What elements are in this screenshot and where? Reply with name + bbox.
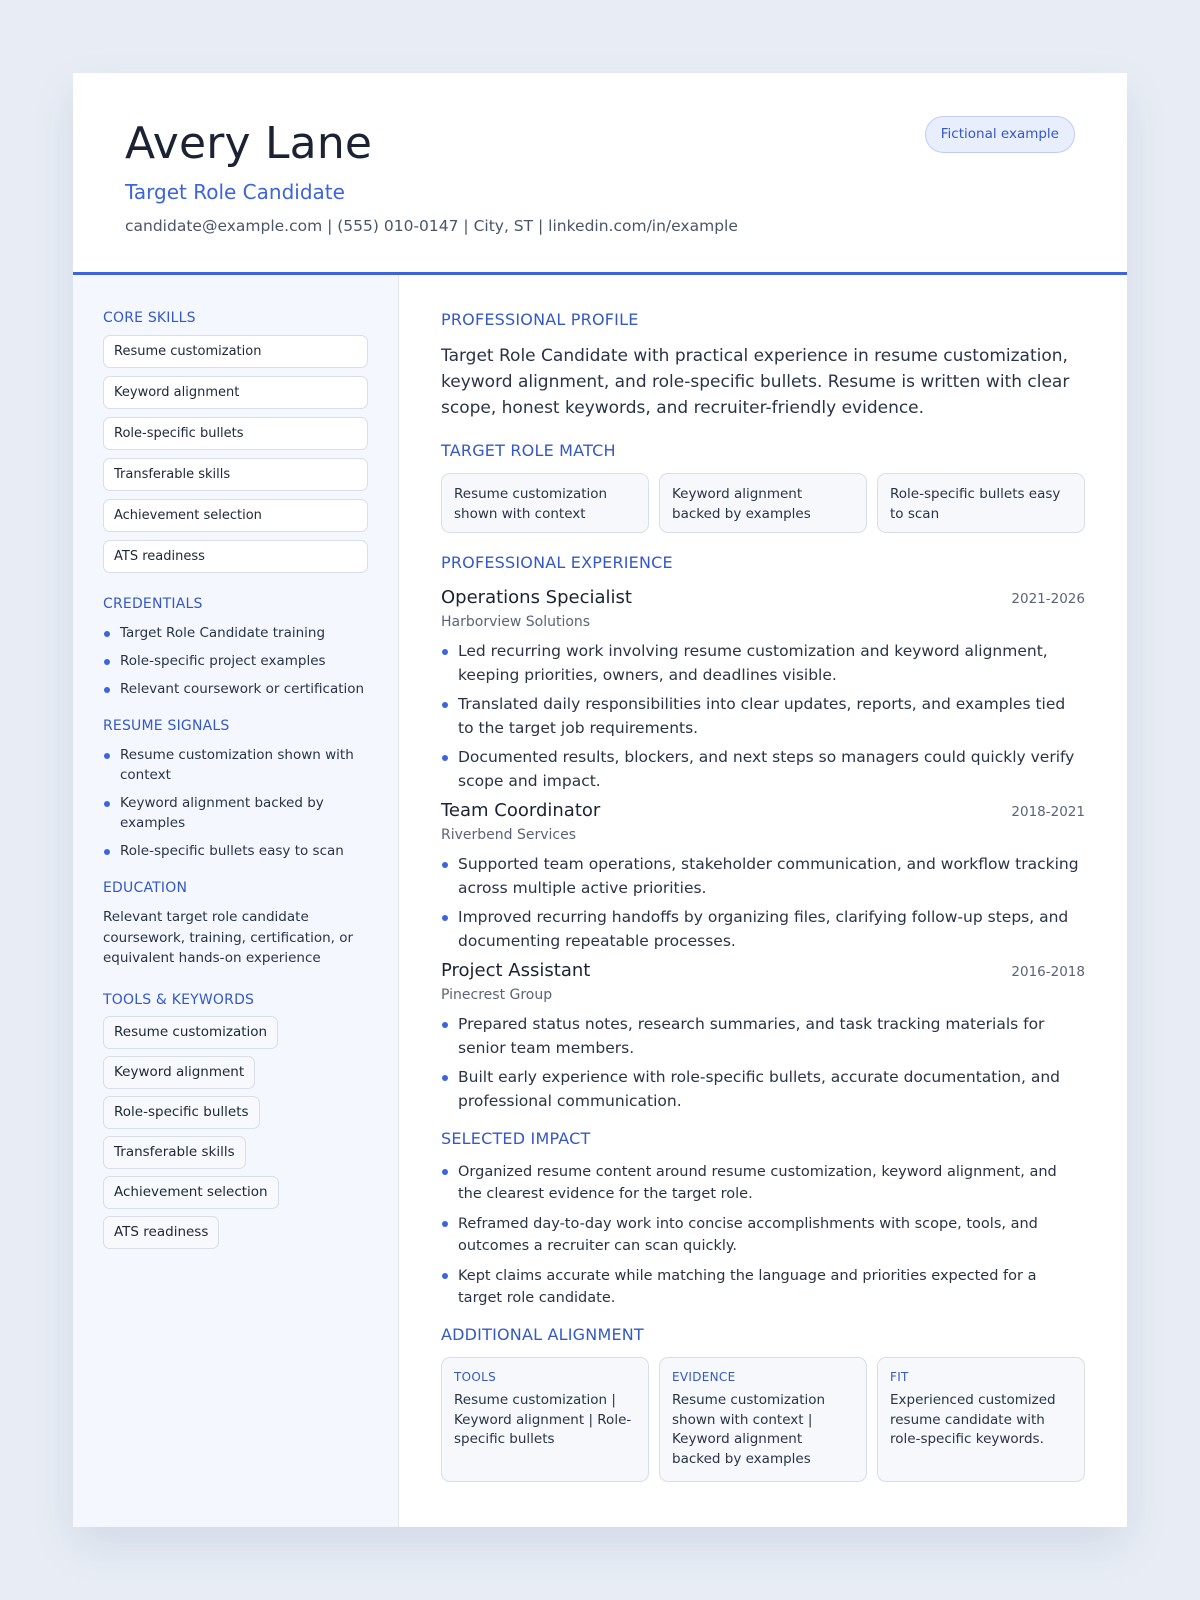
core-skill-item: ATS readiness <box>103 540 368 573</box>
keyword-tag: Keyword alignment <box>103 1056 255 1089</box>
job-bullets <box>441 1013 1085 1113</box>
job-bullet: Improved recurring handoffs by organizing files, clarifying follow-up steps, and documenting repeatable processes. <box>441 906 1085 953</box>
impact-item: Kept claims accurate while matching the language and priorities expected for a target role candidate. <box>441 1265 1085 1309</box>
job-company: Riverbend Services <box>441 827 577 843</box>
job-title: Team Coordinator <box>441 800 601 821</box>
impact-item: Reframed day-to-day work into concise accomplishments with scope, tools, and outcomes a recruiter can scan quickly. <box>441 1213 1085 1257</box>
core-skill-item: Transferable skills <box>103 458 368 491</box>
sidebar <box>73 275 399 1527</box>
job-bullet: Led recurring work involving resume customization and keyword alignment, keeping priorities, owners, and deadlines visible. <box>441 640 1085 687</box>
credentials-heading: CREDENTIALS <box>103 596 203 612</box>
match-card: Resume customization shown with context <box>441 473 649 533</box>
core-skill-item: Role-specific bullets <box>103 417 368 450</box>
contact-line: candidate@example.com | (555) 010-0147 | City, ST | linkedin.com/in/example <box>125 217 738 235</box>
job-bullet: Prepared status notes, research summaries, and task tracking materials for senior team members. <box>441 1013 1085 1060</box>
job-dates: 2018-2021 <box>1011 804 1085 820</box>
job-bullets <box>441 853 1085 953</box>
match-card: Role-specific bullets easy to scan <box>877 473 1085 533</box>
tools-keywords-list <box>103 1016 368 1249</box>
tools-keywords-heading: TOOLS & KEYWORDS <box>103 991 255 1008</box>
match-card: Keyword alignment backed by examples <box>659 473 867 533</box>
alignment-label: FIT <box>890 1370 909 1384</box>
resume-page <box>73 73 1127 1527</box>
job-bullets <box>441 640 1085 793</box>
job-entry <box>441 799 1085 953</box>
job-entry <box>441 959 1085 1113</box>
resume-header <box>73 73 1127 275</box>
job-entry <box>441 586 1085 793</box>
alignment-card-evidence <box>659 1357 867 1482</box>
job-company: Harborview Solutions <box>441 614 591 630</box>
alignment-cards <box>441 1357 1085 1482</box>
job-bullet: Built early experience with role-specific bullets, accurate documentation, and professional communication. <box>441 1066 1085 1113</box>
alignment-text: Resume customization shown with context | Keyword alignment backed by examples <box>672 1392 826 1467</box>
keyword-tag: Role-specific bullets <box>103 1096 260 1129</box>
experience-heading: PROFESSIONAL EXPERIENCE <box>441 553 673 572</box>
signal-item: Resume customization shown with context <box>103 745 368 785</box>
alignment-label: TOOLS <box>454 1370 497 1384</box>
core-skill-item: Resume customization <box>103 335 368 368</box>
alignment-text: Resume customization | Keyword alignment | Role-specific bullets <box>454 1392 632 1447</box>
resume-body <box>73 275 1127 1527</box>
core-skills-heading: CORE SKILLS <box>103 310 196 326</box>
job-bullet: Translated daily responsibilities into clear updates, reports, and examples tied to the target job requirements. <box>441 693 1085 740</box>
alignment-text: Experienced customized resume candidate with role-specific keywords. <box>890 1392 1056 1447</box>
candidate-name: Avery Lane <box>125 118 373 169</box>
main-column <box>399 275 1127 1527</box>
keyword-tag: Achievement selection <box>103 1176 279 1209</box>
job-title: Project Assistant <box>441 960 591 981</box>
credential-item: Target Role Candidate training <box>103 623 368 643</box>
job-bullet: Supported team operations, stakeholder communication, and workflow tracking across multiple active priorities. <box>441 853 1085 900</box>
alignment-card-fit <box>877 1357 1085 1482</box>
impact-item: Organized resume content around resume customization, keyword alignment, and the clearest evidence for the target role. <box>441 1161 1085 1205</box>
signal-item: Keyword alignment backed by examples <box>103 793 368 833</box>
fictional-badge: Fictional example <box>925 116 1075 153</box>
job-bullet: Documented results, blockers, and next steps so managers could quickly verify scope and impact. <box>441 746 1085 793</box>
impact-list <box>441 1161 1085 1309</box>
candidate-role: Target Role Candidate <box>125 180 345 204</box>
keyword-tag: ATS readiness <box>103 1216 219 1249</box>
keyword-tag: Transferable skills <box>103 1136 246 1169</box>
alignment-heading: ADDITIONAL ALIGNMENT <box>441 1325 644 1344</box>
resume-signals-heading: RESUME SIGNALS <box>103 718 230 734</box>
job-title: Operations Specialist <box>441 587 632 608</box>
job-dates: 2021-2026 <box>1011 591 1085 607</box>
alignment-card-tools <box>441 1357 649 1482</box>
core-skill-item: Achievement selection <box>103 499 368 532</box>
education-heading: EDUCATION <box>103 880 188 896</box>
resume-signals-list <box>103 745 368 861</box>
core-skill-item: Keyword alignment <box>103 376 368 409</box>
profile-text: Target Role Candidate with practical experience in resume customization, keyword alignment, and role-specific bullets. Resume is written with clear scope, honest keywords, and recruiter-friendly evidence. <box>441 346 1070 418</box>
impact-heading: SELECTED IMPACT <box>441 1129 591 1148</box>
target-match-heading: TARGET ROLE MATCH <box>441 441 616 460</box>
credentials-list <box>103 623 368 699</box>
job-dates: 2016-2018 <box>1011 964 1085 980</box>
profile-heading: PROFESSIONAL PROFILE <box>441 310 639 329</box>
signal-item: Role-specific bullets easy to scan <box>103 841 368 861</box>
job-company: Pinecrest Group <box>441 987 553 1003</box>
target-match-cards <box>441 473 1085 533</box>
core-skills-list <box>103 335 368 573</box>
keyword-tag: Resume customization <box>103 1016 278 1049</box>
alignment-label: EVIDENCE <box>672 1370 736 1384</box>
credential-item: Relevant coursework or certification <box>103 679 368 699</box>
credential-item: Role-specific project examples <box>103 651 368 671</box>
education-text: Relevant target role candidate coursework, training, certification, or equivalent hands-on experience <box>103 909 354 966</box>
